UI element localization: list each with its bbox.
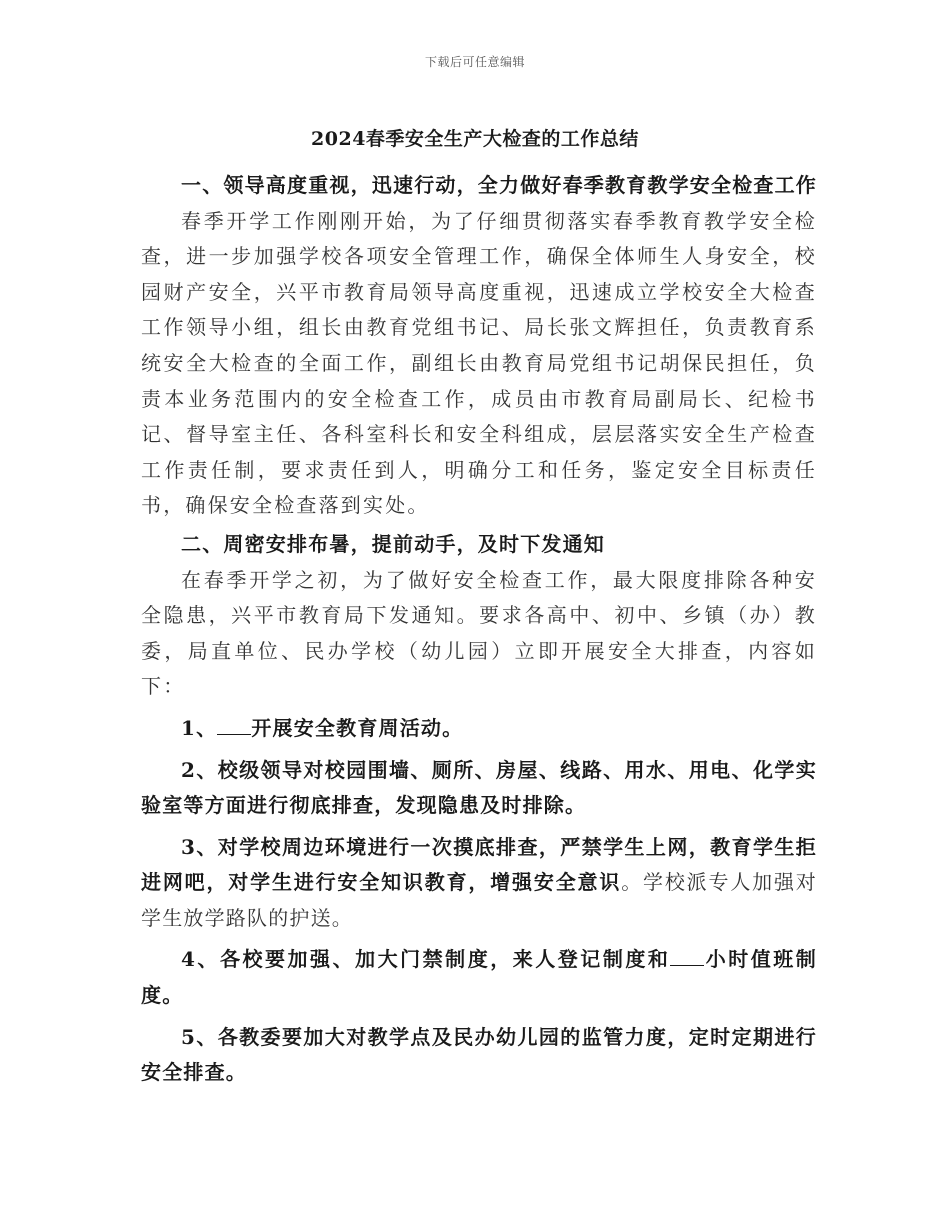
section-1-body: 春季开学工作刚刚开始，为了仔细贯彻落实春季教育教学安全检查，进一步加强学校各项安全管理工作，确保全体师生人身安全，校园财产安全，兴平市教育局领导高度重视，迅速成立学校安全大检查工作领导小组，组长由教育党组书记、局长张文辉担任，负责教育系统安全大检查的全面工作，副组长由教育局党组书记胡保民担任，负责本业务范围内的安全检查工作，成员由市教育局副局长、纪检书记、督导室主任、各科室科长和安全科组成，层层落实安全生产检查工作责任制，要求责任到人，明确分工和任务，鉴定安全目标责任书，确保安全检查落到实处。 (141, 208, 817, 518)
section-2-heading: 二、周密安排布暑，提前动手，及时下发通知 (181, 531, 605, 556)
section-2-body: 在春季开学之初，为了做好安全检查工作，最大限度排除各种安全隐患，兴平市教育局下发通知。要求各高中、初中、乡镇（办）教委，局直单位、民办学校（幼儿园）立即开展安全大排查，内容如下： (141, 567, 817, 699)
list-item-1-text: 开展安全教育周活动。 (251, 715, 464, 740)
list-item-3 (141, 830, 817, 937)
document-body (141, 168, 817, 1091)
list-item-2: 2、校级领导对校园围墙、厕所、房屋、线路、用水、用电、化学实验室等方面进行彻底排查，发现隐患及时排除。 (141, 757, 817, 818)
header-note: 下载后可任意编辑 (424, 55, 525, 69)
fill-in-blank (670, 947, 704, 966)
list-item-4-suffix: 小时值班制度。 (141, 947, 817, 1008)
list-item-4-prefix: 4、各校要加强、加大门禁制度，来人登记制度和 (181, 947, 671, 972)
list-item-1 (141, 711, 817, 747)
list-item-5: 5、各教委要加大对教学点及民办幼儿园的监管力度，定时定期进行安全排查。 (141, 1024, 817, 1085)
list-item-3-bold-text: 3、对学校周边环境进行一次摸底排查，严禁学生上网，教育学生拒进网吧，对学生进行安全知识教育，增强安全意识 (141, 834, 817, 895)
list-item-3-normal-text: 。学校派专人加强对学生放学路队的护送。 (141, 870, 817, 930)
list-item-1-prefix: 1、 (181, 715, 218, 740)
section-1-heading: 一、领导高度重视，迅速行动，全力做好春季教育教学安全检查工作 (181, 173, 817, 197)
list-item-4 (141, 942, 817, 1013)
fill-in-blank (217, 716, 251, 735)
document-title: 2024春季安全生产大检查的工作总结 (311, 128, 639, 150)
